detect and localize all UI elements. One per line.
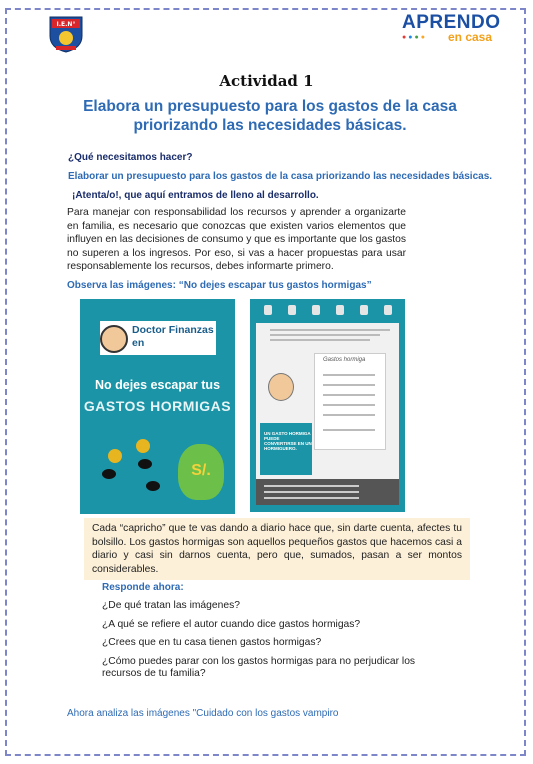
responde-heading: Responde ahora: — [102, 582, 184, 593]
questions-list — [102, 600, 422, 687]
coin-icon — [136, 439, 150, 453]
receipt-title: Gastos hormiga — [323, 357, 366, 363]
question-item: ¿A qué se refiere el autor cuando dice gastos hormigas? — [102, 618, 361, 630]
expense-icon — [384, 305, 392, 315]
aprendo-en-casa-logo — [398, 12, 516, 46]
ant-icon — [146, 481, 160, 491]
infographic-panel — [256, 323, 399, 500]
warning-box — [260, 423, 312, 475]
doctor-banner — [100, 321, 216, 355]
gastos-hormiga-infographic — [250, 299, 405, 512]
question-label: ¿Qué necesitamos hacer? — [68, 152, 193, 163]
image-headline-2: GASTOS HORMIGAS — [83, 398, 232, 414]
doctor-face-icon — [100, 325, 128, 353]
tips-bar — [256, 479, 399, 505]
observe-heading: Observa las imágenes: “No dejes escapar tus gastos hormigas” — [67, 280, 372, 291]
money-label: S/. — [191, 462, 211, 479]
svg-text:I.E.N°: I.E.N° — [56, 21, 76, 28]
footer-text: Ahora analiza las imágenes "Cuidado con los gastos vampiro — [67, 708, 339, 719]
question-item: ¿Crees que en tu casa tienen gastos hormigas? — [102, 637, 322, 648]
brand-dots: ●●●● — [402, 34, 427, 41]
warning-text: UN GASTO HORMIGA PUEDE CONVERTIRSE EN UN HORMIGUERO. — [264, 431, 312, 451]
coin-icon — [108, 449, 122, 463]
page-subtitle: Elabora un presupuesto para los gastos de la casa priorizando las necesidades básicas. — [83, 98, 457, 134]
brand-main: APRENDO — [402, 12, 501, 33]
expense-icons-row — [264, 305, 392, 317]
person-face-icon — [268, 373, 294, 401]
expense-icon — [288, 305, 296, 315]
expense-icon — [312, 305, 320, 315]
expense-icon — [336, 305, 344, 315]
doctor-label: Doctor Finanzas en — [132, 324, 214, 349]
money-bag-icon — [178, 444, 224, 500]
receipt — [314, 353, 386, 450]
attention-text: ¡Atenta/o!, que aquí entramos de lleno al desarrollo. — [72, 190, 319, 201]
intro-paragraph: Para manejar con responsabilidad los recursos y aprender a organizarte en familia, es necesario que conozcas que existen varios elementos que influyen en las decisiones de consumo y que es importante que los gastos no superen a los ingresos. Por eso, si vas a hacer propuestas para usar responsablemente los recursos, debes informarte primero. — [67, 207, 406, 272]
school-crest-icon — [46, 14, 86, 54]
question-item: ¿Cómo puedes parar con los gastos hormigas para no perjudicar los recursos de tu familia? — [102, 655, 416, 679]
expense-icon — [264, 305, 272, 315]
goal-text: Elaborar un presupuesto para los gastos de la casa priorizando las necesidades básicas. — [68, 171, 493, 182]
brand-sub: en casa — [448, 30, 493, 44]
expense-icon — [360, 305, 368, 315]
question-item: ¿De qué tratan las imágenes? — [102, 600, 240, 611]
ant-icon — [138, 459, 152, 469]
ant-icon — [102, 469, 116, 479]
page-title: Actividad 1 — [219, 72, 314, 90]
image-headline: No dejes escapar tus — [94, 378, 221, 392]
doctor-finanzas-image — [80, 299, 235, 514]
note-box: Cada “capricho” que te vas dando a diario hace que, sin darte cuenta, afectes tu bolsillo. Los gastos hormigas son aquellos pequeños gastos que hacemos casi a diario y casi sin darnos cuenta, pero que, sumados, pasan a ser montos considerables. — [84, 518, 470, 580]
